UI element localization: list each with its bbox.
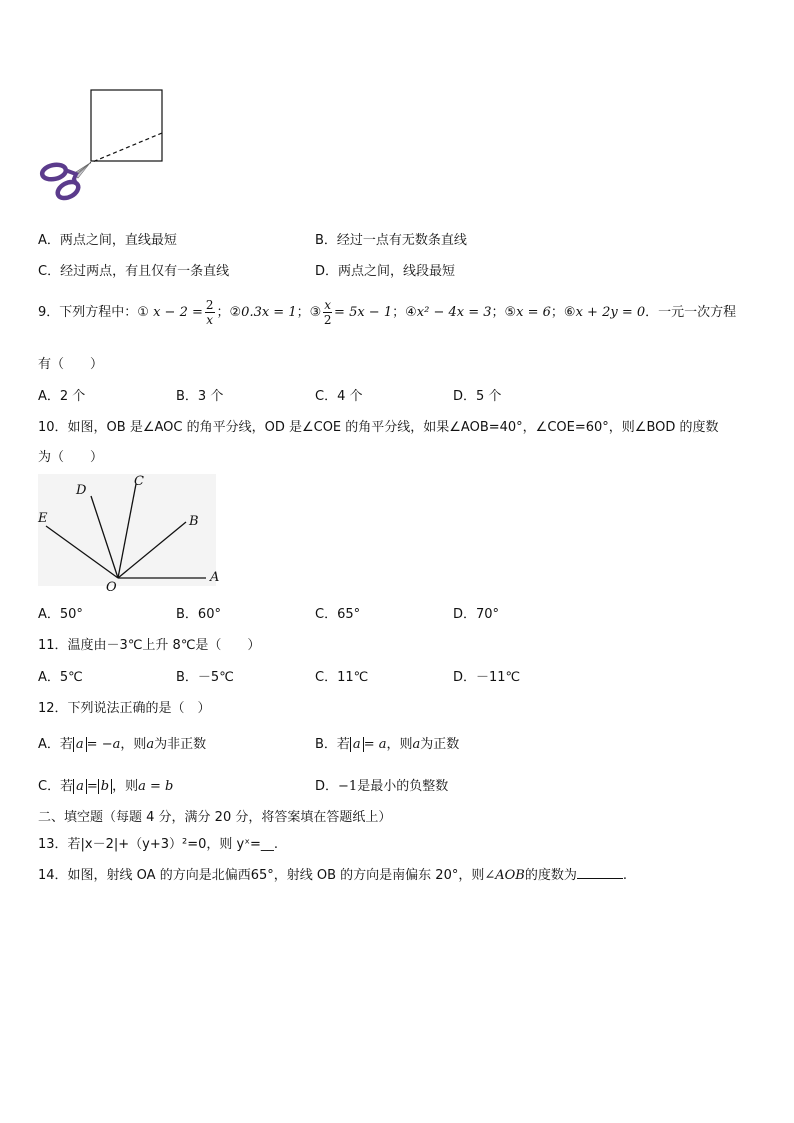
q14-post: 的度数为: [524, 868, 577, 883]
q12-c-eq: =: [86, 779, 98, 794]
q12-c-abs1: a: [73, 779, 87, 794]
q14-end: .: [622, 868, 627, 883]
q12-b-prefix: B．若: [315, 737, 350, 752]
q8-option-a: A．两点之间，直线最短: [38, 233, 177, 248]
q12-a-post: 为非正数: [154, 737, 207, 752]
q9-option-b: B．3 个: [176, 389, 224, 404]
q12-d-prefix: D．: [315, 779, 339, 794]
q11-option-c: C．11℃: [315, 670, 369, 685]
q12-option-b: [315, 733, 459, 752]
q9-eq3-num: x: [324, 298, 332, 312]
q12-b-var: a: [412, 737, 421, 752]
q12-c-prefix: C．若: [38, 779, 74, 794]
q9-stem: [38, 298, 736, 327]
q11-option-a: A．5℃: [38, 670, 83, 685]
q14-angle: ∠AOB: [484, 868, 525, 883]
q8-figure: [38, 86, 168, 212]
q9-sep1: ；②: [216, 305, 242, 320]
q8-option-c: C．经过两点，有且仅有一条直线: [38, 264, 230, 279]
q12-option-d: [315, 775, 448, 794]
label-o: O: [106, 580, 117, 595]
q8-option-d: D．两点之间，线段最短: [315, 264, 456, 279]
q13-stem: 13．若|x－2|+（y+3）²=0，则 yˣ=__.: [38, 837, 279, 852]
q12-d-value: −1: [338, 779, 358, 794]
q8-option-b: B．经过一点有无数条直线: [315, 233, 467, 248]
q12-b-mid: ，则: [386, 737, 413, 752]
q9-suffix: ．一元一次方程: [645, 305, 737, 320]
q9-option-a: A．2 个: [38, 389, 86, 404]
q9-eq4: x² − 4x = 3: [416, 305, 492, 320]
label-c: C: [134, 474, 144, 489]
q12-a-eq: = −a: [86, 737, 121, 752]
q9-eq2: 0.3x = 1: [241, 305, 297, 320]
q11-option-d: D．－11℃: [453, 670, 521, 685]
q12-c-result: a = b: [138, 779, 174, 794]
q9-eq1-den: x: [206, 313, 214, 327]
q9-sep5: ；⑥: [550, 305, 576, 320]
q12-b-post: 为正数: [420, 737, 460, 752]
q10-option-d: D．70°: [453, 607, 500, 622]
q9-option-d: D．5 个: [453, 389, 502, 404]
q12-c-mid: ，则: [112, 779, 139, 794]
q9-sep2: ；③: [296, 305, 322, 320]
label-e: E: [38, 511, 48, 526]
q10-option-a: A．50°: [38, 607, 83, 622]
q10-angle-figure: [36, 470, 226, 596]
q9-sep4: ；⑤: [491, 305, 517, 320]
q14-stem: [38, 864, 627, 883]
q12-option-a: [38, 733, 206, 752]
q11-stem: 11．温度由－3℃上升 8℃是（ ）: [38, 638, 261, 653]
q12-a-var: a: [146, 737, 155, 752]
q10-option-c: C．65°: [315, 607, 361, 622]
q12-a-mid: ，则: [120, 737, 147, 752]
q9-eq1-left: x − 2 =: [153, 305, 203, 320]
q9-eq6: x + 2y = 0: [575, 305, 646, 320]
q12-d-post: 是最小的负整数: [357, 779, 449, 794]
cut-line: [90, 133, 162, 163]
q10-option-b: B．60°: [176, 607, 221, 622]
label-d: D: [76, 483, 87, 498]
q9-eq3-right: = 5x − 1: [334, 305, 393, 320]
q9-eq1-num: 2: [205, 298, 214, 312]
q12-a-abs: a: [73, 737, 87, 752]
q14-answer-blank: [577, 868, 623, 879]
q9-eq3-fraction: [323, 298, 332, 327]
q9-prefix: 9．下列方程中：①: [38, 305, 149, 320]
section-heading: 二、填空题（每题 4 分，满分 20 分，将答案填在答题纸上）: [38, 810, 392, 825]
q9-eq1-fraction: [205, 298, 215, 327]
q14-prefix: 14．如图，射线 OA 的方向是北偏西65°，射线 OB 的方向是南偏东 20°，则: [38, 868, 485, 883]
paper-square: [91, 90, 162, 161]
q9-stem-line2: 有（ ）: [38, 357, 104, 372]
q9-sep3: ；④: [392, 305, 417, 320]
q12-option-c: [38, 775, 173, 794]
q10-stem-line1: 10．如图，OB 是∠AOC 的角平分线，OD 是∠COE 的角平分线，如果∠AOB=40°，∠COE=60°，则∠BOD 的度数: [38, 420, 719, 435]
q9-option-c: C．4 个: [315, 389, 363, 404]
q12-b-eq: = a: [363, 737, 387, 752]
q12-b-abs: a: [350, 737, 364, 752]
scissors-icon: [41, 163, 90, 202]
q9-eq5: x = 6: [516, 305, 551, 320]
q12-c-abs2: b: [98, 779, 112, 794]
label-b: B: [189, 514, 199, 529]
q12-a-prefix: A．若: [38, 737, 73, 752]
q12-stem: 12．下列说法正确的是（ ）: [38, 701, 211, 716]
q10-stem-line2: 为（ ）: [38, 450, 104, 465]
q9-eq3-den: 2: [323, 313, 332, 327]
label-a: A: [210, 570, 220, 585]
q11-option-b: B．－5℃: [176, 670, 234, 685]
